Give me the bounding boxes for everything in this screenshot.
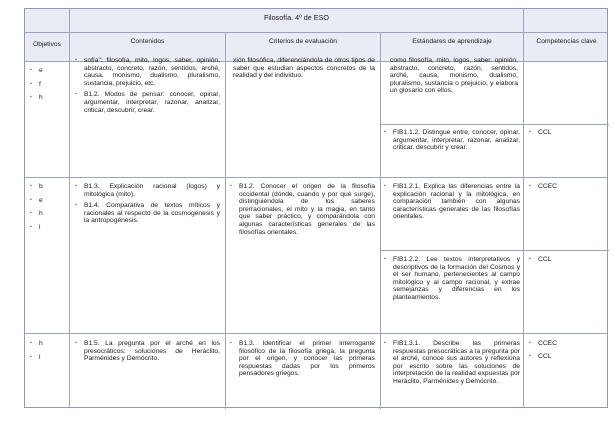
- table-title: Filosofía. 4º de ESO: [264, 13, 329, 22]
- criterio-item: ▪ B1.3. Identificar el primer interrogante filosófico de la filosofía griega, la pregunta por el origen, y conocer las primeras respuestas dadas por los primeros pensadores griegos.: [230, 340, 375, 378]
- estandar-item: ▪ FIB1.3.1. Describe las primeras respuestas presocráticas a la pregunta por el arché, conoce sus autores y reflexiona por escrito sobre las soluciones de interpretación de la realidad expuestas por Heráclito, Parménides y Demócrito.: [384, 340, 520, 386]
- competencia-item: ▪ CCL: [529, 129, 603, 137]
- rule-row1: [25, 177, 607, 178]
- competencia-item: ▪ CCEC: [529, 340, 603, 348]
- competencia-item: ▪ CCEC: [529, 183, 603, 191]
- rule-sub1: [380, 124, 609, 125]
- estandar-row1b: [381, 129, 523, 156]
- criterio-row3: [227, 340, 378, 382]
- estandar-row1a: como filosofía, mito, logos, saber, opinión, abstracto, concreto, razón, sentidos, arché, causa, monismo, dualismo, pluralismo, sustancia o prejuicio, y elabora un glosario con ellos.: [390, 57, 518, 95]
- estandar-item: ▪ FIB1.1.2. Distingue entre, conocer, opinar, argumentar, interpretar, razonar, analizar, criticar, descubrir y crear.: [384, 129, 520, 152]
- contenido-item: ▪ B1.2. Modos de pensar: conocer, opinar, argumentar, interpretar, razonar, analizar, criticar, descubrir, crear.: [75, 91, 220, 114]
- rule-title: [25, 32, 607, 33]
- contenido-item: ▪ B1.5. La pregunta por el arché en los presocráticos: soluciones de Heráclito, Parménides y Demócrito.: [75, 340, 220, 363]
- rule-row2: [25, 333, 607, 334]
- objetivos-row3: [27, 340, 67, 362]
- competencias-row2a: [526, 183, 606, 192]
- criterio-row1: xión filosófica, diferenciándola de otros tipos de saber que estudian aspectos concretos de la realidad y del individuo.: [233, 57, 375, 80]
- header-objetivos: Objetivos: [33, 41, 61, 48]
- curriculum-table: [24, 8, 608, 408]
- header-contenidos: Contenidos: [130, 38, 165, 45]
- header-criterios: Criterios de evaluación: [268, 38, 338, 45]
- rule-col1: [69, 9, 70, 407]
- rule-sub2: [380, 250, 609, 251]
- criterio-row2: [227, 183, 378, 240]
- contenidos-row2: [72, 183, 223, 229]
- objetivo-item: ▪ l: [30, 224, 64, 232]
- contenido-item: ▪ sofía": filosofía, mito, logos, saber, opinión, abstracto, concreto, razón, sentidos, arché, causa, monismo, dualismo, pluralismo, sustancia, prejuicio, etc.: [75, 57, 220, 87]
- contenidos-row1: [72, 57, 223, 118]
- competencias-row3: [526, 340, 606, 361]
- objetivo-item: ▪ h: [30, 210, 64, 218]
- objetivo-item: ▪ l: [30, 354, 64, 362]
- objetivo-item: ▪ e: [30, 67, 64, 75]
- estandar-row2b: [381, 256, 523, 306]
- objetivo-item: ▪ b: [30, 183, 64, 191]
- objetivo-item: ▪ f: [30, 81, 64, 89]
- estandar-row2a: [381, 183, 523, 225]
- rule-col4: [523, 9, 524, 407]
- estandar-item: ▪ FIB1.2.2. Lee textos interpretativos y descriptivos de la formación del Cosmos y el ser humano, pertenecientes al campo mitológico y al campo racional, y extrae semejanzas y diferencias en los planteamientos.: [384, 256, 520, 302]
- rule-col2: [225, 32, 226, 409]
- objetivo-item: ▪ h: [30, 94, 64, 102]
- competencias-row1b: [526, 129, 606, 138]
- objetivos-row2: [27, 183, 67, 232]
- objetivos-row1: [27, 67, 67, 103]
- criterio-item: ▪ B1.2. Conocer el origen de la filosofía occidental (dónde, cuando y por qué surge), distinguiéndola de los saberes prerracionales, el mito y la magia, en tanto que saber práctico, y comparándola con algunas características generales de las filosofías orientales.: [230, 183, 375, 236]
- header-competencias: Competencias clave: [536, 38, 597, 45]
- contenido-item: ▪ B1.3. Explicación racional (logos) y mitológica (mito).: [75, 183, 220, 198]
- estandar-row3: [381, 340, 523, 390]
- competencia-item: ▪ CCL: [529, 353, 603, 361]
- competencias-row2b: [526, 256, 606, 265]
- objetivo-item: ▪ h: [30, 340, 64, 348]
- header-estandares: Estándares de aprendizaje: [412, 38, 492, 45]
- estandar-item: ▪ FIB1.2.1. Explica las diferencias entre la explicación racional y la mitológica, en comparación también con algunas características generales de las filosofías orientales.: [384, 183, 520, 221]
- contenidos-row3: [72, 340, 223, 367]
- contenido-item: ▪ B1.4. Comparativa de textos míticos y racionales al respecto de la cosmogénesis y la antropogénesis.: [75, 202, 220, 225]
- competencia-item: ▪ CCL: [529, 256, 603, 264]
- objetivo-item: ▪ e: [30, 197, 64, 205]
